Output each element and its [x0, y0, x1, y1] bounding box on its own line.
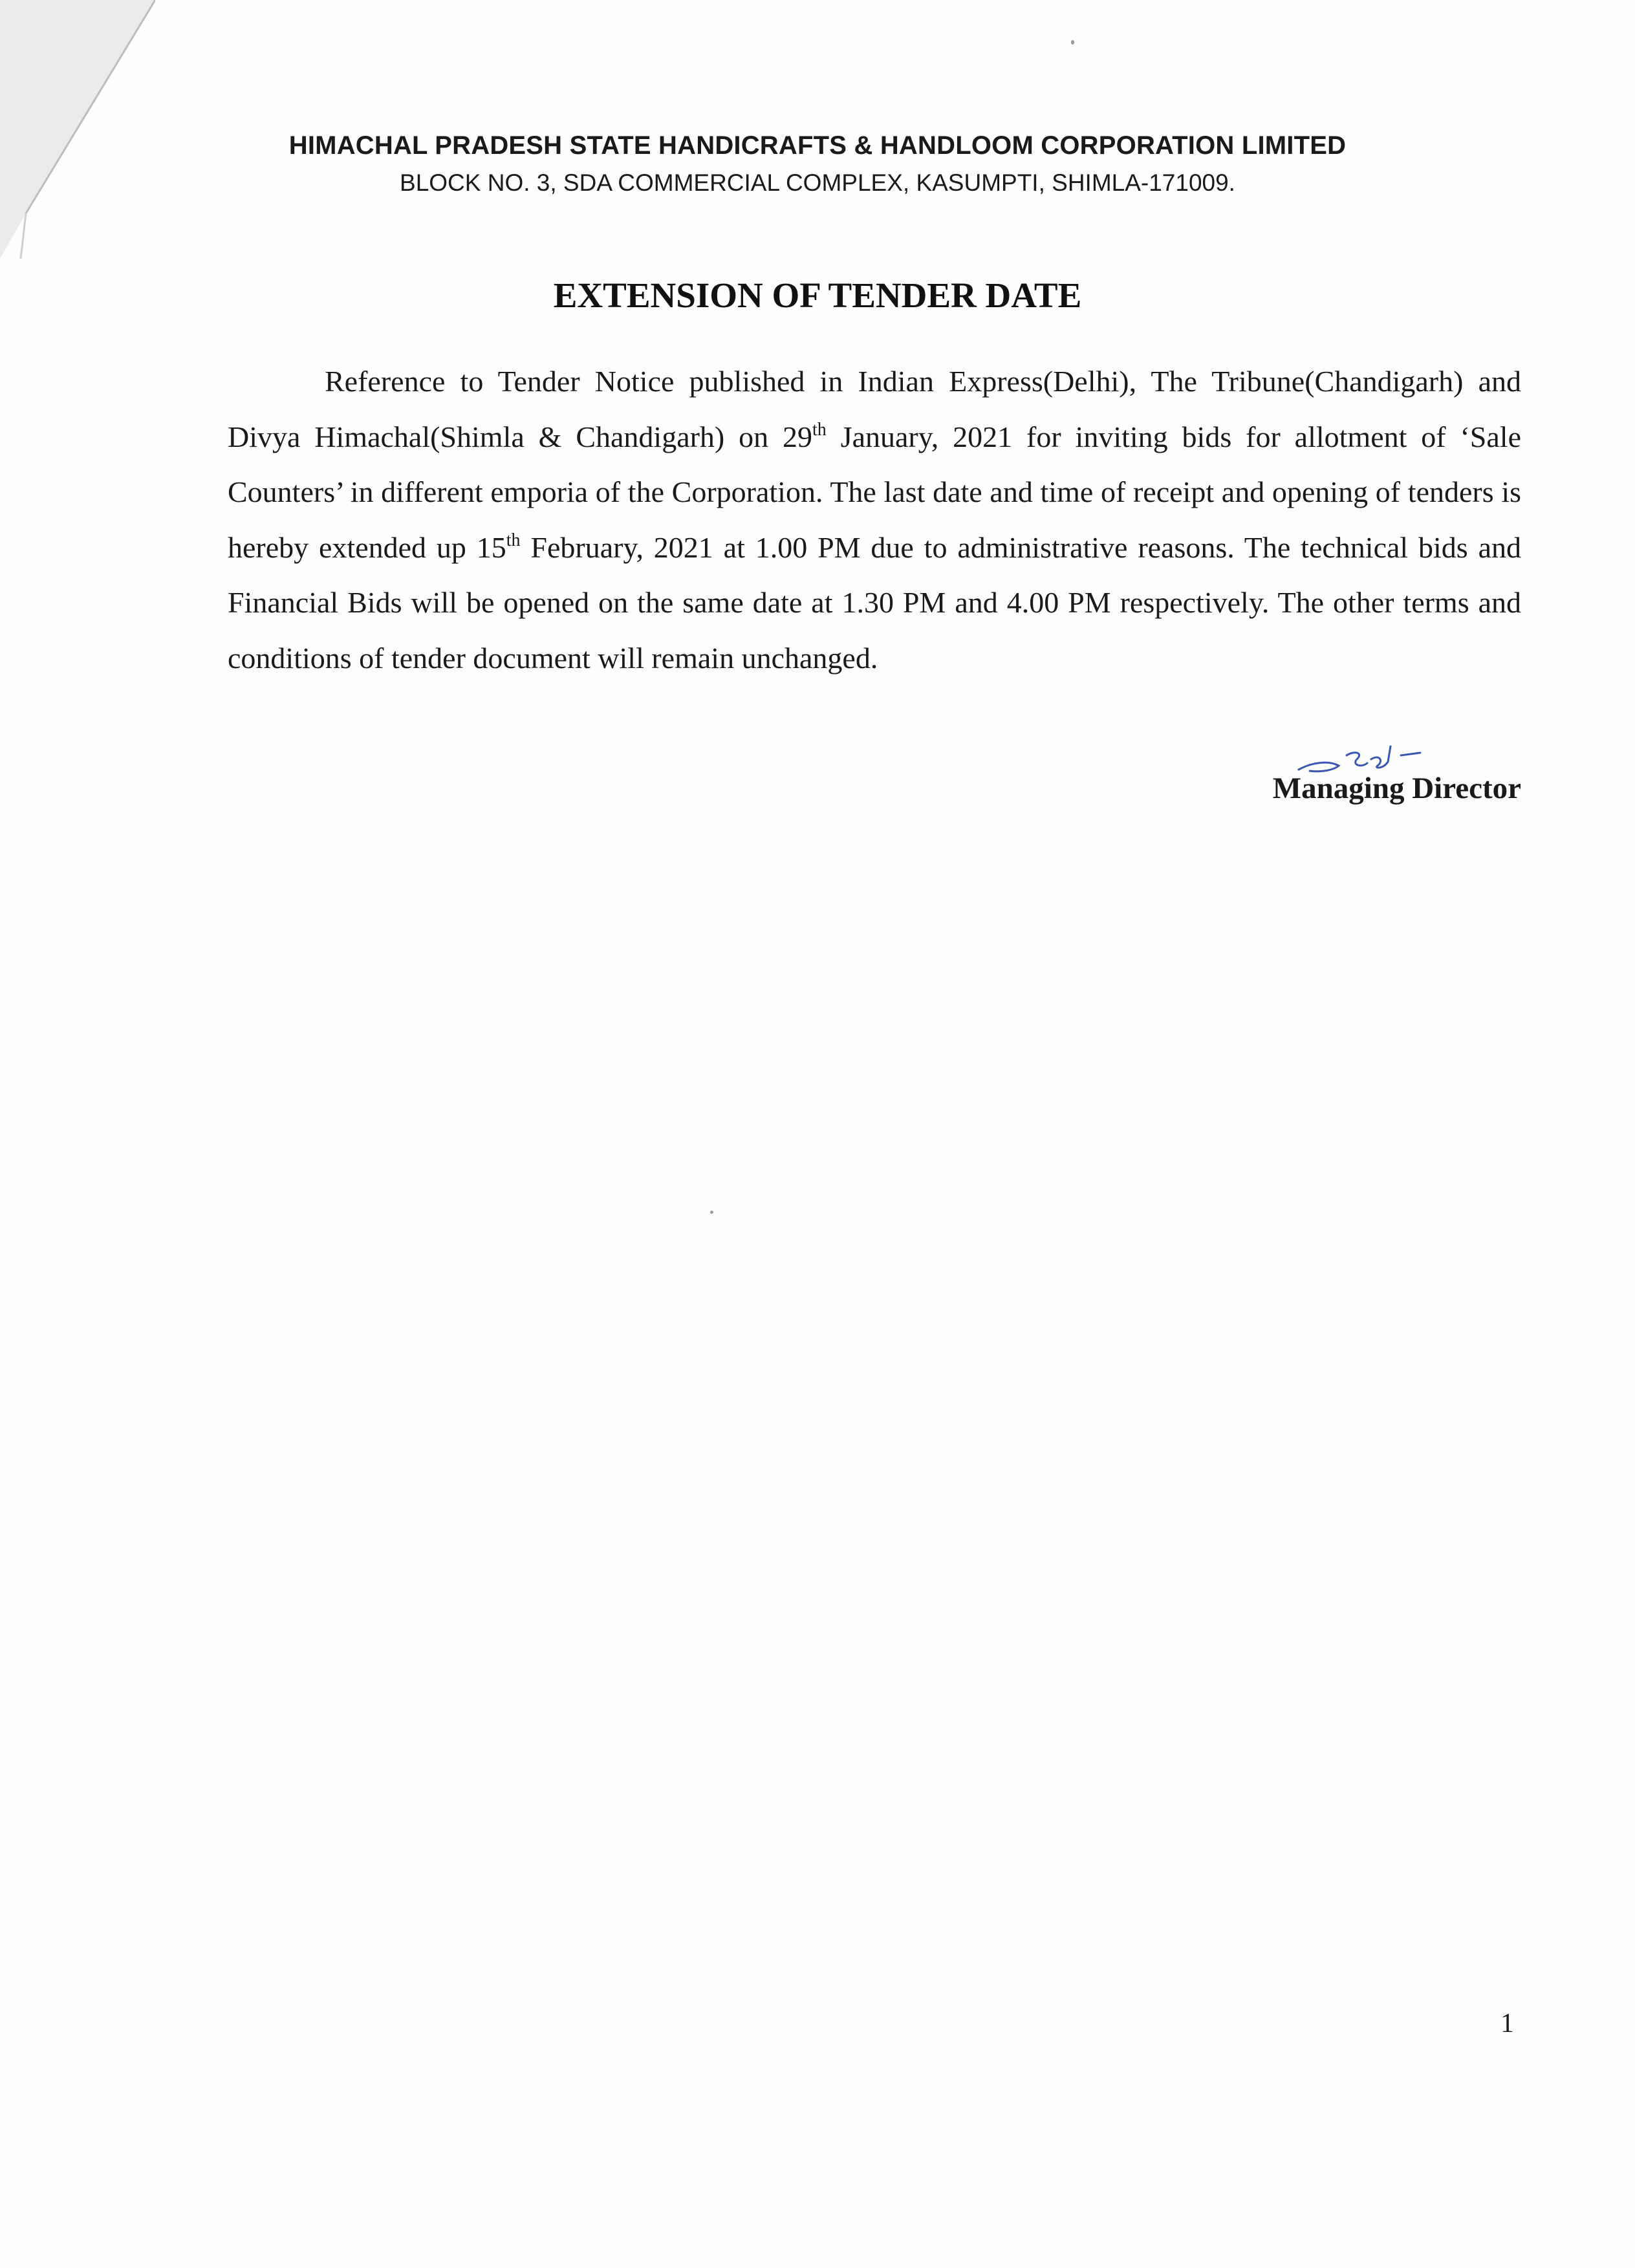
ordinal-suffix-2: th — [506, 530, 521, 550]
notice-body — [228, 354, 1521, 686]
notice-body-part2: January, 2021 for inviting bids for allotment of ‘Sale Counters’ in different emporia of the Corporation. The last date and time of receipt and opening of tenders is hereby extended up 15 — [228, 420, 1521, 564]
scan-speck — [1071, 40, 1074, 45]
signatory-designation: Managing Director — [1272, 772, 1521, 805]
notice-body-part3: February, 2021 at 1.00 PM due to administrative reasons. The technical bids and Financial Bids will be opened on the same date at 1.30 PM and 4.00 PM respectively. The other terms and conditions of tender document will remain unchanged. — [228, 530, 1521, 675]
organization-address: BLOCK NO. 3, SDA COMMERCIAL COMPLEX, KASUMPTI, SHIMLA-171009. — [400, 169, 1235, 196]
organization-name: HIMACHAL PRADESH STATE HANDICRAFTS & HANDLOOM CORPORATION LIMITED — [288, 131, 1347, 160]
notice-title: EXTENSION OF TENDER DATE — [553, 275, 1082, 315]
page-number: 1 — [1500, 2009, 1514, 2038]
notice-body-part1: Reference to Tender Notice published in Indian Express(Delhi), The Tribune(Chandigarh) and Divya Himachal(Shimla & Chandigarh) on 29 — [228, 365, 1521, 453]
ordinal-suffix-1: th — [812, 419, 827, 440]
scan-speck — [710, 1211, 713, 1214]
folded-corner — [0, 0, 155, 259]
